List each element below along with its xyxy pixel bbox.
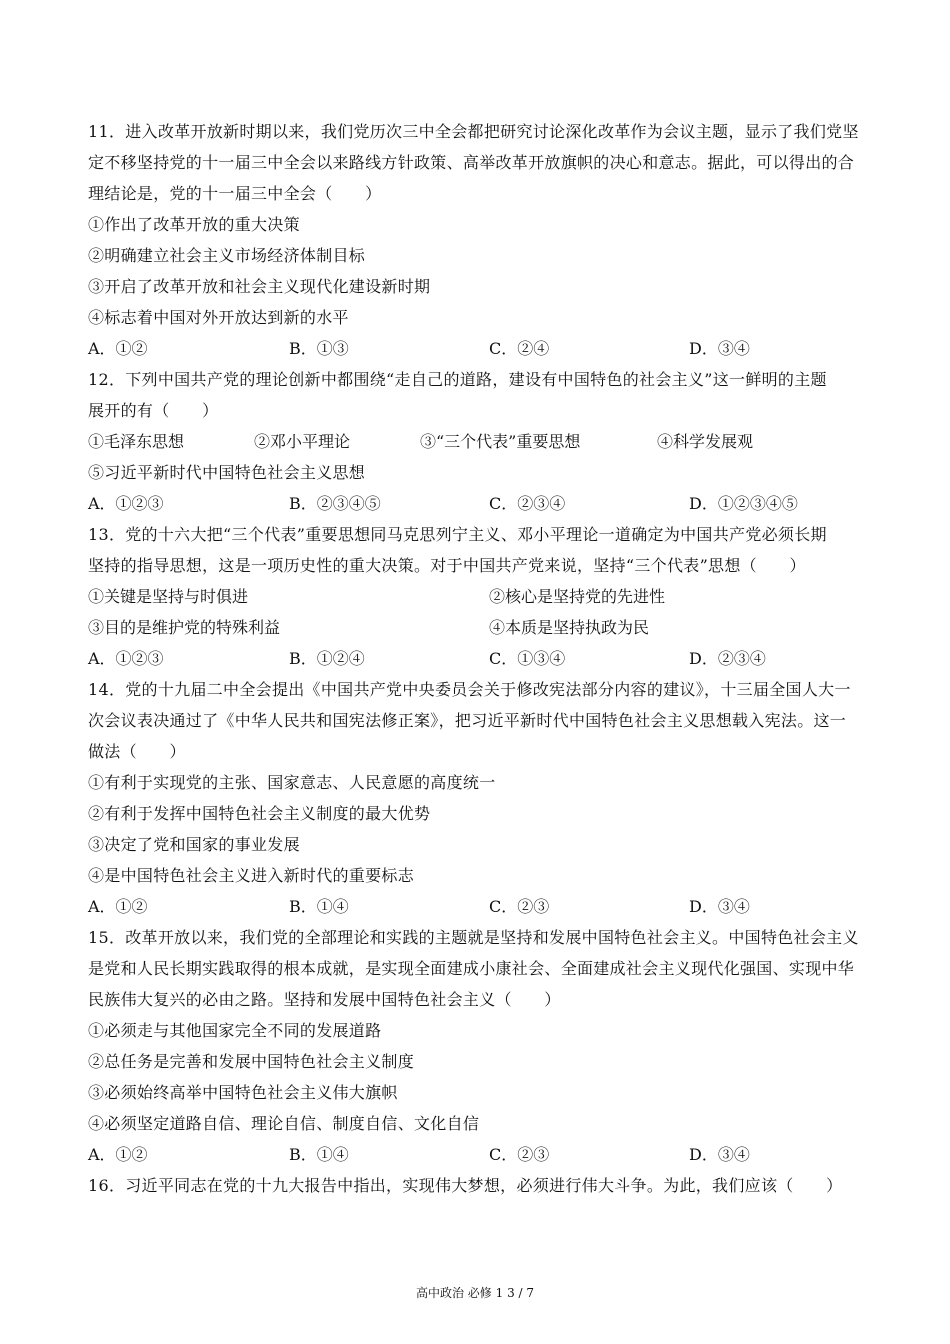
q15-item-2: ②总任务是完善和发展中国特色社会主义制度 <box>88 1052 415 1071</box>
q14-option-c: C．②③ <box>489 897 550 916</box>
q12-stem-line-2: 展开的有（ ） <box>88 401 219 420</box>
q11-option-c: C．②④ <box>489 339 550 358</box>
q11-item-4: ④标志着中国对外开放达到新的水平 <box>88 308 349 327</box>
q14-item-1: ①有利于实现党的主张、国家意志、人民意愿的高度统一 <box>88 773 496 792</box>
q13-item-4: ④本质是坚持执政为民 <box>489 618 650 637</box>
q15-option-c: C．②③ <box>489 1145 550 1164</box>
q14-item-3: ③决定了党和国家的事业发展 <box>88 835 300 854</box>
q13-option-a: A．①②③ <box>88 649 164 668</box>
q15-stem-line-2: 是党和人民长期实践取得的根本成就，是实现全面建成小康社会、全面建成社会主义现代化强国、实现中华 <box>88 959 855 978</box>
q11-option-b: B．①③ <box>289 339 349 358</box>
q14-stem-line-2: 次会议表决通过了《中华人民共和国宪法修正案》，把习近平新时代中国特色社会主义思想载入宪法。这一 <box>88 711 847 730</box>
q11-option-d: D．③④ <box>689 339 750 358</box>
q12-item-5: ⑤习近平新时代中国特色社会主义思想 <box>88 463 366 482</box>
q14-option-a: A．①② <box>88 897 148 916</box>
q11-item-1: ①作出了改革开放的重大决策 <box>88 215 300 234</box>
q13-stem-line-1: 13．党的十六大把“三个代表”重要思想同马克思列宁主义、邓小平理论一道确定为中国共产党必须长期 <box>88 525 827 544</box>
q15-item-3: ③必须始终高举中国特色社会主义伟大旗帜 <box>88 1083 398 1102</box>
q13-option-b: B．①②④ <box>289 649 365 668</box>
q11-stem-line-2: 定不移坚持党的十一届三中全会以来路线方针政策、高举改革开放旗帜的决心和意志。据此，可以得出的合 <box>88 153 855 172</box>
q11-item-2: ②明确建立社会主义市场经济体制目标 <box>88 246 366 265</box>
q14-option-b: B．①④ <box>289 897 349 916</box>
q12-item-3: ③“三个代表”重要思想 <box>420 432 581 451</box>
q12-option-d: D．①②③④⑤ <box>689 494 798 513</box>
q12-option-a: A．①②③ <box>88 494 164 513</box>
q11-option-a: A．①② <box>88 339 148 358</box>
q14-stem-line-3: 做法（ ） <box>88 742 186 761</box>
q15-stem-line-3: 民族伟大复兴的必由之路。坚持和发展中国特色社会主义（ ） <box>88 990 561 1009</box>
q15-option-a: A．①② <box>88 1145 148 1164</box>
q14-stem-line-1: 14．党的十九届二中全会提出《中国共产党中央委员会关于修改宪法部分内容的建议》，十三届全国人大一 <box>88 680 851 699</box>
q15-option-b: B．①④ <box>289 1145 349 1164</box>
q11-stem-line-3: 理结论是，党的十一届三中全会（ ） <box>88 184 382 203</box>
q16-stem-line-1: 16．习近平同志在党的十九大报告中指出，实现伟大梦想，必须进行伟大斗争。为此，我们应该（ ） <box>88 1176 843 1195</box>
q13-option-c: C．①③④ <box>489 649 566 668</box>
q12-item-1: ①毛泽东思想 <box>88 432 185 451</box>
q12-option-c: C．②③④ <box>489 494 566 513</box>
q15-option-d: D．③④ <box>689 1145 750 1164</box>
q15-item-4: ④必须坚定道路自信、理论自信、制度自信、文化自信 <box>88 1114 480 1133</box>
q13-item-2: ②核心是坚持党的先进性 <box>489 587 666 606</box>
q14-option-d: D．③④ <box>689 897 750 916</box>
q15-item-1: ①必须走与其他国家完全不同的发展道路 <box>88 1021 382 1040</box>
page-footer: 高中政治 必修 1 3 / 7 <box>415 1286 535 1300</box>
q12-item-2: ②邓小平理论 <box>254 432 351 451</box>
q13-option-d: D．②③④ <box>689 649 766 668</box>
q13-stem-line-2: 坚持的指导思想，这是一项历史性的重大决策。对于中国共产党来说，坚持“三个代表”思想（ ） <box>88 556 806 575</box>
q12-stem-line-1: 12．下列中国共产党的理论创新中都围绕“走自己的道路，建设有中国特色的社会主义”这一鲜明的主题 <box>88 370 827 389</box>
q15-stem-line-1: 15．改革开放以来，我们党的全部理论和实践的主题就是坚持和发展中国特色社会主义。中国特色社会主义 <box>88 928 859 947</box>
q12-option-b: B．②③④⑤ <box>289 494 381 513</box>
q12-item-4: ④科学发展观 <box>657 432 754 451</box>
q14-item-2: ②有利于发挥中国特色社会主义制度的最大优势 <box>88 804 431 823</box>
q13-item-3: ③目的是维护党的特殊利益 <box>88 618 281 637</box>
q13-item-1: ①关键是坚持与时俱进 <box>88 587 249 606</box>
q11-stem-line-1: 11．进入改革开放新时期以来，我们党历次三中全会都把研究讨论深化改革作为会议主题，显示了我们党坚 <box>88 122 859 141</box>
q14-item-4: ④是中国特色社会主义进入新时代的重要标志 <box>88 866 415 885</box>
q11-item-3: ③开启了改革开放和社会主义现代化建设新时期 <box>88 277 431 296</box>
